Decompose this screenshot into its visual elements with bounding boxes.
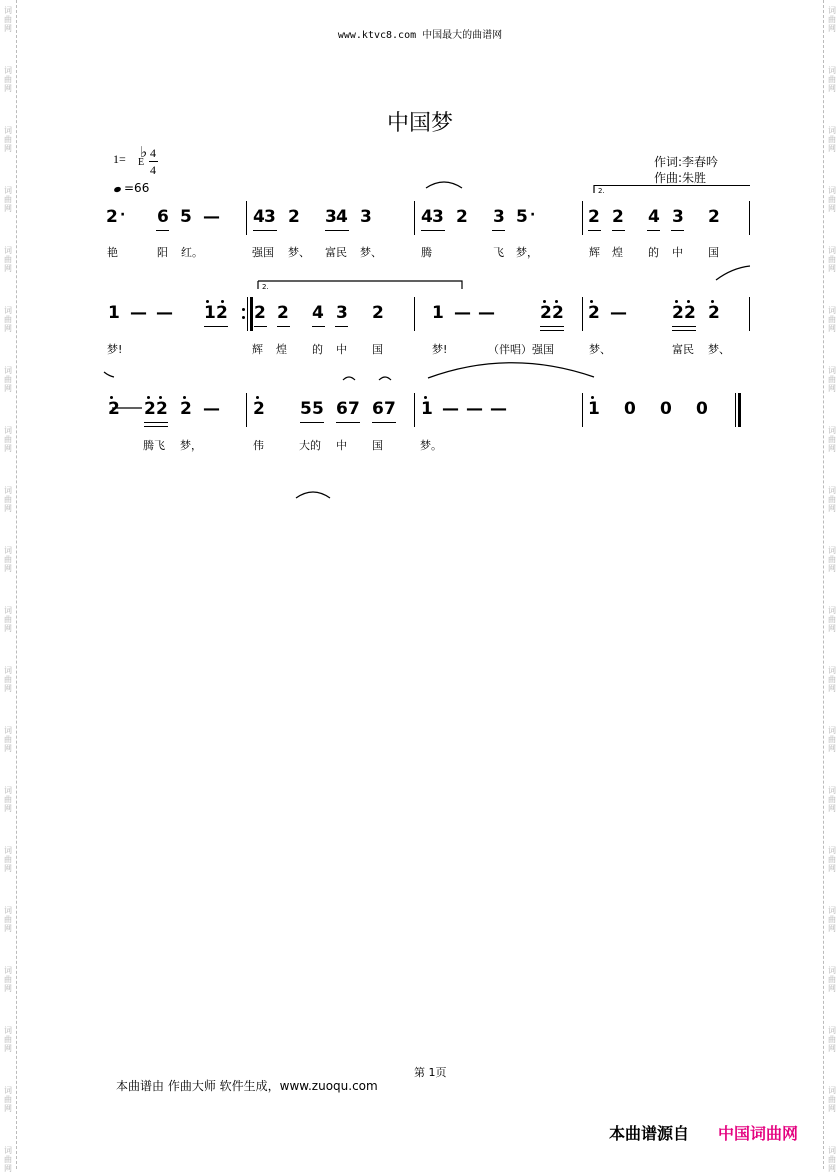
score-note: 0 — [660, 399, 672, 419]
source-site-link[interactable]: 中国词曲网 — [718, 1124, 799, 1143]
time-signature-top: 4 — [150, 146, 156, 160]
watermark-mark: 词 曲 网 — [828, 426, 836, 453]
score-note: 1 — [588, 399, 600, 419]
watermark-mark: 词 曲 网 — [4, 426, 12, 453]
score-dash: — — [454, 303, 471, 323]
lyric: 中 — [672, 246, 683, 259]
score-note: 0 — [696, 399, 708, 419]
volta-label-1: 2. — [598, 187, 605, 195]
slur — [426, 182, 462, 188]
watermark-mark: 词 曲 网 — [828, 966, 836, 993]
score-note: 2 — [588, 303, 600, 323]
score-note: 2 — [684, 303, 696, 323]
watermark-mark: 词 曲 网 — [4, 726, 12, 753]
watermark-mark: 词 曲 网 — [4, 966, 12, 993]
score-note: 2 — [253, 399, 265, 419]
score-note: 3 — [432, 207, 444, 227]
score-note: 4 — [648, 207, 660, 227]
composer: 作曲:朱胜 — [654, 171, 707, 185]
score-dot: · — [530, 207, 536, 223]
key-note: E — [138, 157, 145, 168]
page-number: 第 1页 — [414, 1066, 447, 1079]
score-note: 2 — [108, 399, 120, 419]
score-dash: — — [610, 303, 627, 323]
watermark-mark: 词 曲 网 — [4, 486, 12, 513]
watermark-mark: 词 曲 网 — [4, 546, 12, 573]
watermark-mark: 词 曲 网 — [4, 246, 12, 273]
tempo: =66 — [124, 181, 150, 195]
lyric: 腾 — [421, 246, 432, 259]
watermark-mark: 词 曲 网 — [828, 546, 836, 573]
slur — [343, 377, 355, 380]
watermark-mark: 词 曲 网 — [828, 906, 836, 933]
generator-note: 本曲谱由 作曲大师 软件生成，www.zuoqu.com — [116, 1079, 378, 1093]
watermark-mark: 词 曲 网 — [828, 306, 836, 333]
score-note: 2 — [254, 303, 266, 323]
score-note: 3 — [672, 207, 684, 227]
lyric: 阳 — [157, 246, 168, 259]
score-note: 4 — [312, 303, 324, 323]
lyric: 梦， — [180, 439, 202, 452]
lyric: 飞 — [493, 246, 504, 259]
score-note: 7 — [384, 399, 396, 419]
watermark-mark: 词 曲 网 — [828, 66, 836, 93]
score-note: 5 — [180, 207, 192, 227]
watermark-mark: 词 曲 网 — [828, 1146, 836, 1173]
key-prefix: 1= — [113, 152, 126, 166]
slur — [428, 363, 594, 378]
score-note: 2 — [144, 399, 156, 419]
lyric: 梦! — [432, 343, 448, 356]
lyric: 富民 — [325, 246, 347, 259]
score-note: 1 — [108, 303, 120, 323]
watermark-mark: 词 曲 网 — [828, 366, 836, 393]
slur — [379, 377, 391, 380]
score-note: 4 — [253, 207, 265, 227]
lyric: 国 — [372, 343, 383, 356]
lyric: 国 — [372, 439, 383, 452]
score-note: 2 — [216, 303, 228, 323]
watermark-mark: 词 曲 网 — [4, 606, 12, 633]
lyric: 中 — [336, 439, 347, 452]
score-note: 3 — [325, 207, 337, 227]
watermark-mark: 词 曲 网 — [4, 66, 12, 93]
score-note: 4 — [421, 207, 433, 227]
lyric: 腾飞 — [143, 439, 165, 452]
lyric: 梦、 — [708, 343, 730, 356]
watermark-mark: 词 曲 网 — [4, 1026, 12, 1053]
lyric: 中 — [336, 343, 347, 356]
lyric: 强国 — [252, 246, 274, 259]
watermark-mark: 词 曲 网 — [828, 126, 836, 153]
watermark-mark: 词 曲 网 — [828, 1026, 836, 1053]
watermark-mark: 词 曲 网 — [4, 786, 12, 813]
watermark-mark: 词 曲 网 — [4, 1086, 12, 1113]
watermark-mark: 词 曲 网 — [4, 306, 12, 333]
score-note: 6 — [336, 399, 348, 419]
score-dash: — — [203, 207, 220, 227]
flat-sign: ♭ — [140, 143, 148, 161]
lyric: 梦， — [516, 246, 538, 259]
watermark-mark: 词 曲 网 — [4, 186, 12, 213]
watermark-mark: 词 曲 网 — [4, 126, 12, 153]
lyric: 梦! — [107, 343, 123, 356]
lyric: 梦、 — [288, 246, 310, 259]
lyric: 的 — [312, 343, 323, 356]
lyric: 辉 — [589, 246, 600, 259]
lyric: 的 — [648, 246, 659, 259]
score-note: 5 — [312, 399, 324, 419]
lyric: 大的 — [299, 439, 321, 452]
watermark-mark: 词 曲 网 — [828, 846, 836, 873]
lyric: 梦。 — [420, 439, 442, 452]
lyric: 艳 — [107, 246, 118, 259]
score-note: 2 — [540, 303, 552, 323]
score-note: 2 — [588, 207, 600, 227]
watermark-mark: 词 曲 网 — [4, 366, 12, 393]
score-note: 2 — [277, 303, 289, 323]
volta-label-2: 2. — [262, 283, 269, 291]
score-note: 2 — [288, 207, 300, 227]
score-note: 5 — [300, 399, 312, 419]
score-dash: — — [156, 303, 173, 323]
lyric: 梦、 — [360, 246, 382, 259]
watermark-mark: 词 曲 网 — [4, 846, 12, 873]
score-note: 2 — [456, 207, 468, 227]
lyric: 梦、 — [589, 343, 611, 356]
watermark-mark: 词 曲 网 — [828, 246, 836, 273]
score-note: 1 — [204, 303, 216, 323]
lyric: 伟 — [253, 439, 264, 452]
score-dash: — — [203, 399, 220, 419]
watermark-mark: 词 曲 网 — [4, 1146, 12, 1173]
watermark-mark: 词 曲 网 — [4, 666, 12, 693]
slur — [716, 266, 750, 280]
lyric: 富民 — [672, 343, 694, 356]
score-note: 2 — [612, 207, 624, 227]
score-note: 3 — [493, 207, 505, 227]
score-note: 5 — [516, 207, 528, 227]
watermark-mark: 词 曲 网 — [828, 1086, 836, 1113]
watermark-mark: 词 曲 网 — [828, 726, 836, 753]
score-note: 2 — [156, 399, 168, 419]
score-note: 3 — [264, 207, 276, 227]
score-note: 1 — [421, 399, 433, 419]
song-title: 中国梦 — [386, 111, 453, 136]
watermark-mark: 词 曲 网 — [4, 906, 12, 933]
source-label: 本曲谱源自 — [609, 1124, 690, 1143]
score-note: 4 — [336, 207, 348, 227]
score-note: 6 — [372, 399, 384, 419]
lyric: 煌 — [276, 343, 287, 356]
score-note: 7 — [348, 399, 360, 419]
slur — [296, 492, 330, 498]
score-dash: — — [490, 399, 507, 419]
lyric: 国 — [708, 246, 719, 259]
watermark-mark: 词 曲 网 — [828, 606, 836, 633]
score-dash: — — [130, 303, 147, 323]
score-note: 2 — [708, 303, 720, 323]
watermark-mark: 词 曲 网 — [828, 6, 836, 33]
site-header: www.ktvc8.com 中国最大的曲谱网 — [337, 30, 503, 41]
score-dash: — — [466, 399, 483, 419]
watermark-mark: 词 曲 网 — [4, 6, 12, 33]
slur — [104, 372, 114, 377]
score-note: 2 — [672, 303, 684, 323]
score-note: 1 — [432, 303, 444, 323]
score-dash: — — [442, 399, 459, 419]
score-note: 2 — [180, 399, 192, 419]
lyric: （伴唱）强国 — [488, 343, 554, 356]
score-note: 2 — [708, 207, 720, 227]
volta-bracket-2 — [258, 281, 462, 289]
score-note: 3 — [336, 303, 348, 323]
score-dash: — — [478, 303, 495, 323]
score-note: 6 — [157, 207, 169, 227]
score-note: 2 — [552, 303, 564, 323]
score-note: 2 — [372, 303, 384, 323]
lyric: 红。 — [181, 246, 203, 259]
score-note: 0 — [624, 399, 636, 419]
watermark-mark: 词 曲 网 — [828, 186, 836, 213]
score-note: 3 — [360, 207, 372, 227]
lyric: 辉 — [252, 343, 263, 356]
score-dot: · — [120, 207, 126, 223]
watermark-mark: 词 曲 网 — [828, 486, 836, 513]
score-note: 2 — [106, 207, 118, 227]
watermark-mark: 词 曲 网 — [828, 666, 836, 693]
watermark-mark: 词 曲 网 — [828, 786, 836, 813]
lyric: 煌 — [612, 246, 623, 259]
time-signature-bottom: 4 — [150, 163, 156, 177]
lyricist: 作词:李春吟 — [654, 155, 719, 169]
